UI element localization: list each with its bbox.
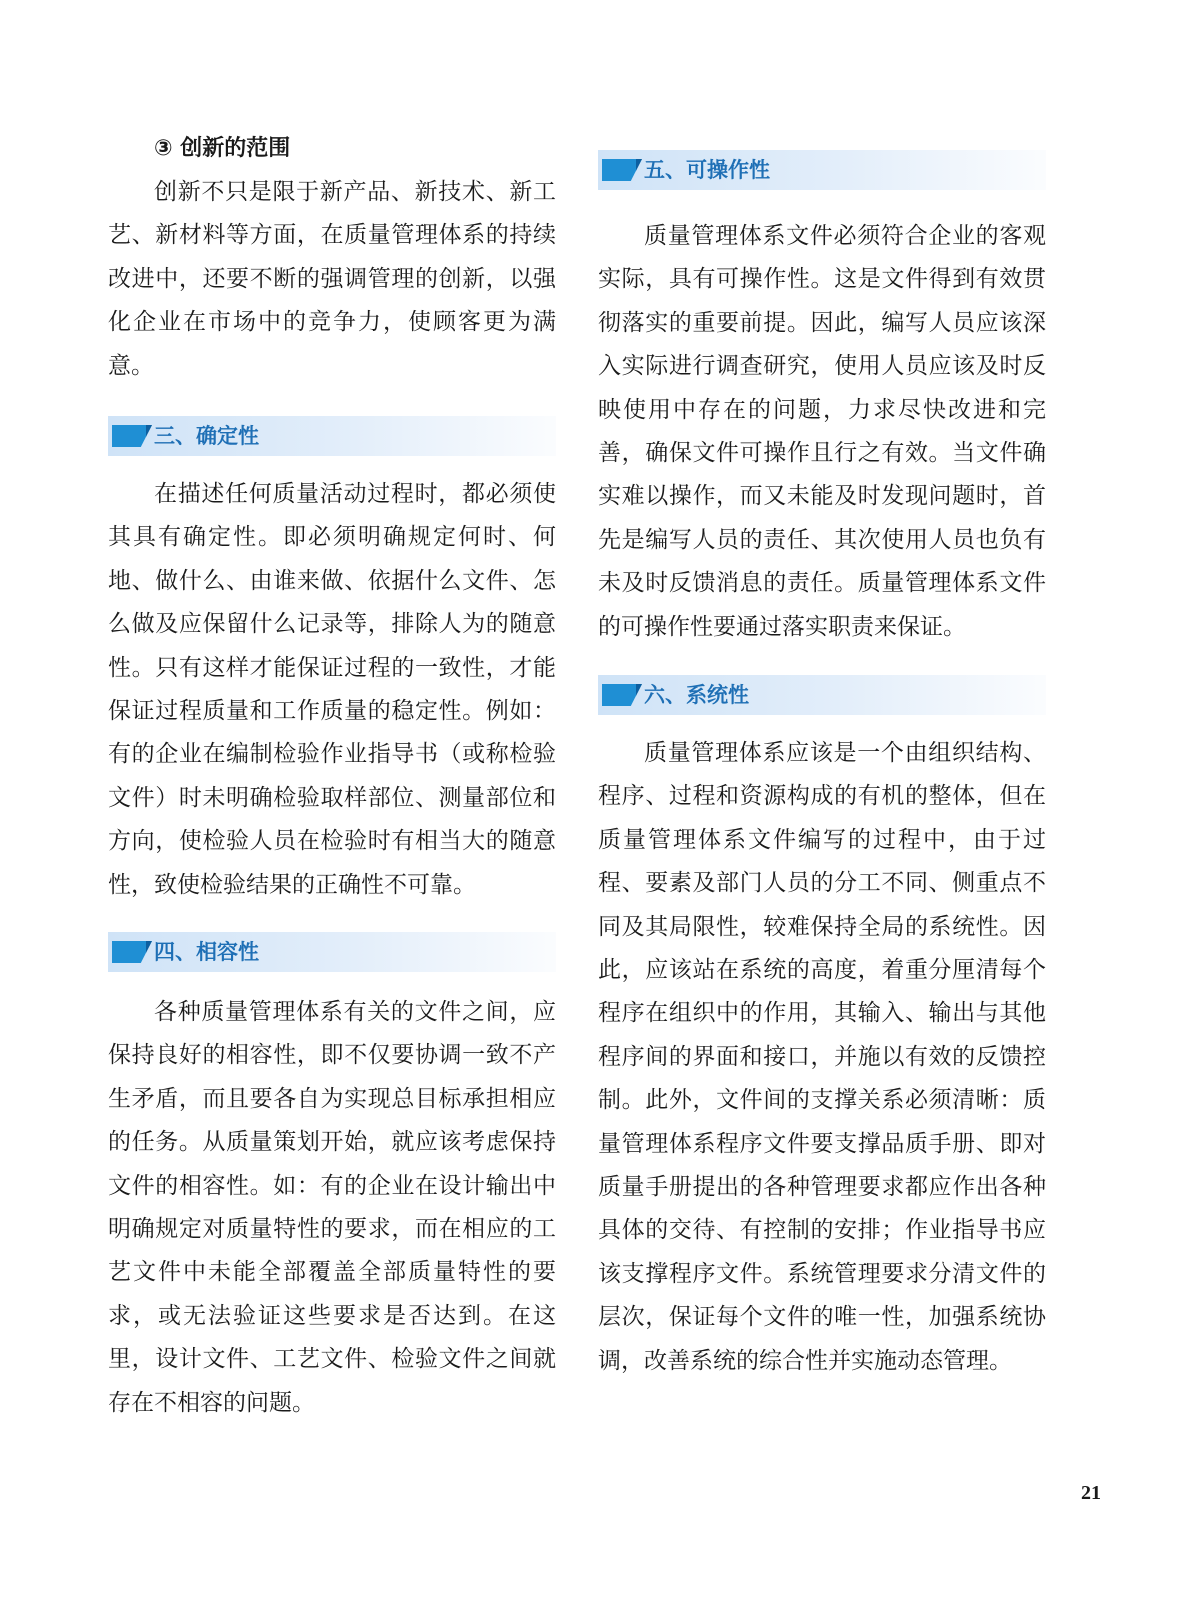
section-heading-compatibility [108,932,556,972]
paragraph-operability: 质量管理体系文件必须符合企业的客观实际，具有可操作性。这是文件得到有效贯彻落实的重要前提。因此，编写人员应该深入实际进行调查研究，使用人员应该及时反映使用中存在的问题，力求尽快改进和完善，确保文件可操作且行之有效。当文件确实难以操作，而又未能及时发现问题时，首先是编写人员的责任、其次使用人员也负有未及时反馈消息的责任。质量管理体系文件的可操作性要通过落实职责来保证。 [598,223,1046,640]
section-title-operability: 五、可操作性 [644,158,770,182]
section-heading-operability [598,150,1046,190]
section-title-compatibility: 四、相容性 [154,940,259,964]
section-flag-icon [112,941,152,963]
page-number: 21 [1081,1482,1101,1504]
subsection-title-innovation-scope: ③ 创新的范围 [154,136,291,161]
section-flag-icon [112,425,152,447]
paragraph-systematic: 质量管理体系应该是一个由组织结构、程序、过程和资源构成的有机的整体，但在质量管理体系文件编写的过程中，由于过程、要素及部门人员的分工不同、侧重点不同及其局限性，较难保持全局的系统性。因此，应该站在系统的高度，着重分厘清每个程序在组织中的作用，其输入、输出与其他程序间的界面和接口，并施以有效的反馈控制。此外，文件间的支撑关系必须清晰：质量管理体系程序文件要支撑品质手册、即对质量手册提出的各种管理要求都应作出各种具体的交待、有控制的安排；作业指导书应该支撑程序文件。系统管理要求分清文件的层次，保证每个文件的唯一性，加强系统协调，改善系统的综合性并实施动态管理。 [598,740,1046,1374]
section-heading-determinacy [108,416,556,456]
section-title-determinacy: 三、确定性 [154,424,259,448]
section-flag-icon [602,159,642,181]
paragraph-determinacy: 在描述任何质量活动过程时，都必须使其具有确定性。即必须明确规定何时、何地、做什么、由谁来做、依据什么文件、怎么做及应保留什么记录等，排除人为的随意性。只有这样才能保证过程的一致性，才能保证过程质量和工作质量的稳定性。例如：有的企业在编制检验作业指导书（或称检验文件）时未明确检验取样部位、测量部位和方向，使检验人员在检验时有相当大的随意性，致使检验结果的正确性不可靠。 [108,481,556,898]
section-title-systematic: 六、系统性 [644,683,749,707]
paragraph-compatibility: 各种质量管理体系有关的文件之间，应保持良好的相容性，即不仅要协调一致不产生矛盾，而且要各自为实现总目标承担相应的任务。从质量策划开始，就应该考虑保持文件的相容性。如：有的企业在设计输出中明确规定对质量特性的要求，而在相应的工艺文件中未能全部覆盖全部质量特性的要求，或无法验证这些要求是否达到。在这里，设计文件、工艺文件、检验文件之间就存在不相容的问题。 [108,999,556,1416]
paragraph-innovation-scope: 创新不只是限于新产品、新技术、新工艺、新材料等方面，在质量管理体系的持续改进中，还要不断的强调管理的创新，以强化企业在市场中的竞争力，使顾客更为满意。 [108,179,556,379]
section-heading-systematic [598,675,1046,715]
section-flag-icon [602,684,642,706]
